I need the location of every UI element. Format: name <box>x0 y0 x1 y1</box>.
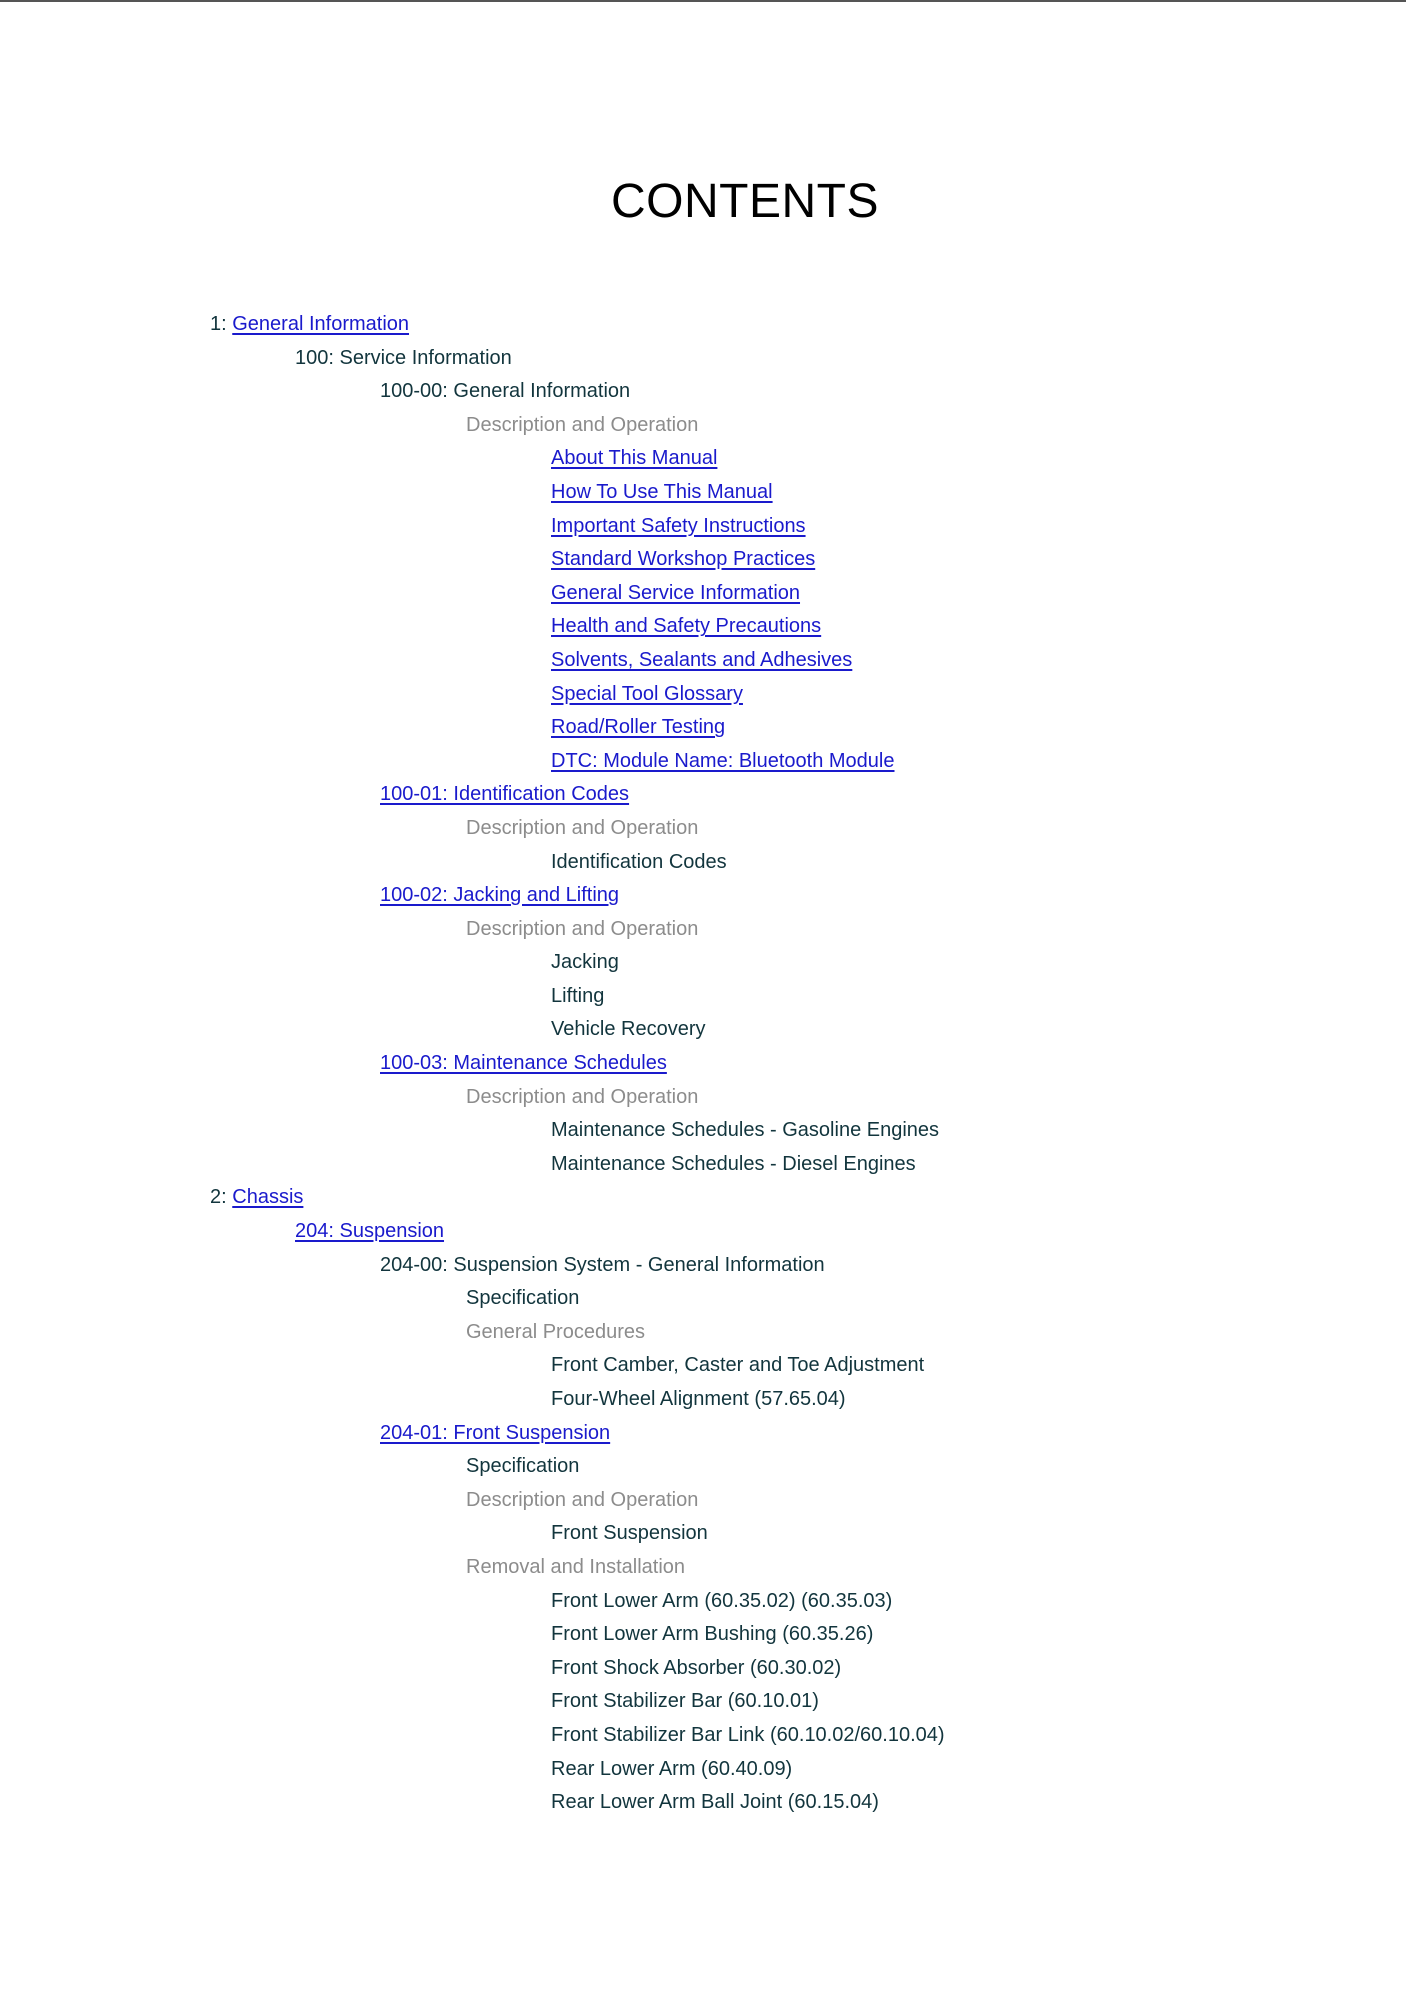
toc-entry-front-lower-arm: Front Lower Arm (60.35.02) (60.35.03) <box>551 1589 893 1612</box>
toc-link-dtc-bluetooth-module[interactable]: DTC: Module Name: Bluetooth Module <box>551 749 895 772</box>
toc-entry-front-stabilizer-bar: Front Stabilizer Bar (60.10.01) <box>551 1690 819 1713</box>
toc-link-special-tool-glossary[interactable]: Special Tool Glossary <box>551 682 743 705</box>
toc-entry-maintenance-diesel: Maintenance Schedules - Diesel Engines <box>551 1152 916 1175</box>
toc-entry-service-information: 100: Service Information <box>295 346 512 369</box>
toc-entry <box>0 879 1406 913</box>
toc-entry-general-information <box>0 308 1406 342</box>
toc-link-100-02-jacking-and-lifting[interactable]: 100-02: Jacking and Lifting <box>380 884 620 907</box>
toc-entry <box>0 644 1406 678</box>
toc-entry <box>0 1417 1406 1451</box>
toc-link-about-this-manual[interactable]: About This Manual <box>551 447 718 470</box>
toc-entry <box>0 476 1406 510</box>
toc-link-general-information[interactable]: General Information <box>232 313 410 335</box>
toc-number: 2: <box>210 1186 233 1209</box>
toc-link-road-roller-testing[interactable]: Road/Roller Testing <box>551 716 726 739</box>
toc-entry-chassis <box>0 1181 1406 1215</box>
toc-link-health-and-safety-precautions[interactable]: Health and Safety Precautions <box>551 615 822 638</box>
toc-link-204-suspension[interactable]: 204: Suspension <box>295 1220 445 1243</box>
toc-entry <box>0 711 1406 745</box>
toc-link-general-service-information[interactable]: General Service Information <box>551 581 801 604</box>
toc-entry <box>0 510 1406 544</box>
toc-category-general-procedures: General Procedures <box>466 1320 645 1343</box>
toc-entry-identification-codes: Identification Codes <box>551 850 727 873</box>
toc-link-standard-workshop-practices[interactable]: Standard Workshop Practices <box>551 548 816 571</box>
toc-entry-front-camber-caster-toe: Front Camber, Caster and Toe Adjustment <box>551 1354 925 1377</box>
page-title: CONTENTS <box>611 175 879 228</box>
toc-entry <box>0 778 1406 812</box>
toc-entry-lifting: Lifting <box>551 984 605 1007</box>
top-border-rule <box>0 0 1406 2</box>
toc-entry-rear-lower-arm: Rear Lower Arm (60.40.09) <box>551 1757 793 1780</box>
toc-category-description-and-operation: Description and Operation <box>466 1488 699 1511</box>
toc-link-100-01-identification-codes[interactable]: 100-01: Identification Codes <box>380 783 630 806</box>
toc-entry-front-lower-arm-bushing: Front Lower Arm Bushing (60.35.26) <box>551 1623 874 1646</box>
toc-category-description-and-operation: Description and Operation <box>466 1085 699 1108</box>
toc-entry-front-stabilizer-bar-link: Front Stabilizer Bar Link (60.10.02/60.10.04) <box>551 1723 945 1746</box>
toc-entry-100-00-general-information: 100-00: General Information <box>380 380 631 403</box>
toc-category-description-and-operation: Description and Operation <box>466 917 699 940</box>
toc-link-solvents-sealants-adhesives[interactable]: Solvents, Sealants and Adhesives <box>551 648 853 671</box>
toc-entry <box>0 745 1406 779</box>
toc-entry-specification: Specification <box>466 1287 580 1310</box>
toc-link-100-03-maintenance-schedules[interactable]: 100-03: Maintenance Schedules <box>380 1052 667 1075</box>
toc-entry-rear-lower-arm-ball-joint: Rear Lower Arm Ball Joint (60.15.04) <box>551 1791 879 1814</box>
toc-entry <box>0 543 1406 577</box>
toc-entry-maintenance-gasoline: Maintenance Schedules - Gasoline Engines <box>551 1119 940 1142</box>
toc-link-how-to-use-this-manual[interactable]: How To Use This Manual <box>551 480 773 503</box>
toc-link-chassis[interactable]: Chassis <box>232 1186 304 1209</box>
toc-link-204-01-front-suspension[interactable]: 204-01: Front Suspension <box>380 1421 611 1444</box>
toc-entry <box>0 1047 1406 1081</box>
toc-entry <box>0 442 1406 476</box>
toc-entry-front-suspension: Front Suspension <box>551 1522 708 1545</box>
table-of-contents <box>0 308 1406 1820</box>
toc-entry-vehicle-recovery: Vehicle Recovery <box>551 1018 706 1041</box>
toc-entry <box>0 610 1406 644</box>
toc-entry <box>0 577 1406 611</box>
toc-entry-jacking: Jacking <box>551 951 619 974</box>
toc-category-description-and-operation: Description and Operation <box>466 413 699 436</box>
toc-category-description-and-operation: Description and Operation <box>466 816 699 839</box>
toc-entry-specification: Specification <box>466 1455 580 1478</box>
toc-entry <box>0 678 1406 712</box>
toc-number: 1: <box>210 313 233 335</box>
toc-entry-front-shock-absorber: Front Shock Absorber (60.30.02) <box>551 1656 842 1679</box>
toc-entry-204-00-suspension-general: 204-00: Suspension System - General Information <box>380 1253 825 1276</box>
toc-entry-four-wheel-alignment: Four-Wheel Alignment (57.65.04) <box>551 1388 846 1410</box>
toc-link-important-safety-instructions[interactable]: Important Safety Instructions <box>551 514 806 537</box>
toc-entry <box>0 1215 1406 1249</box>
toc-category-removal-and-installation: Removal and Installation <box>466 1555 686 1578</box>
